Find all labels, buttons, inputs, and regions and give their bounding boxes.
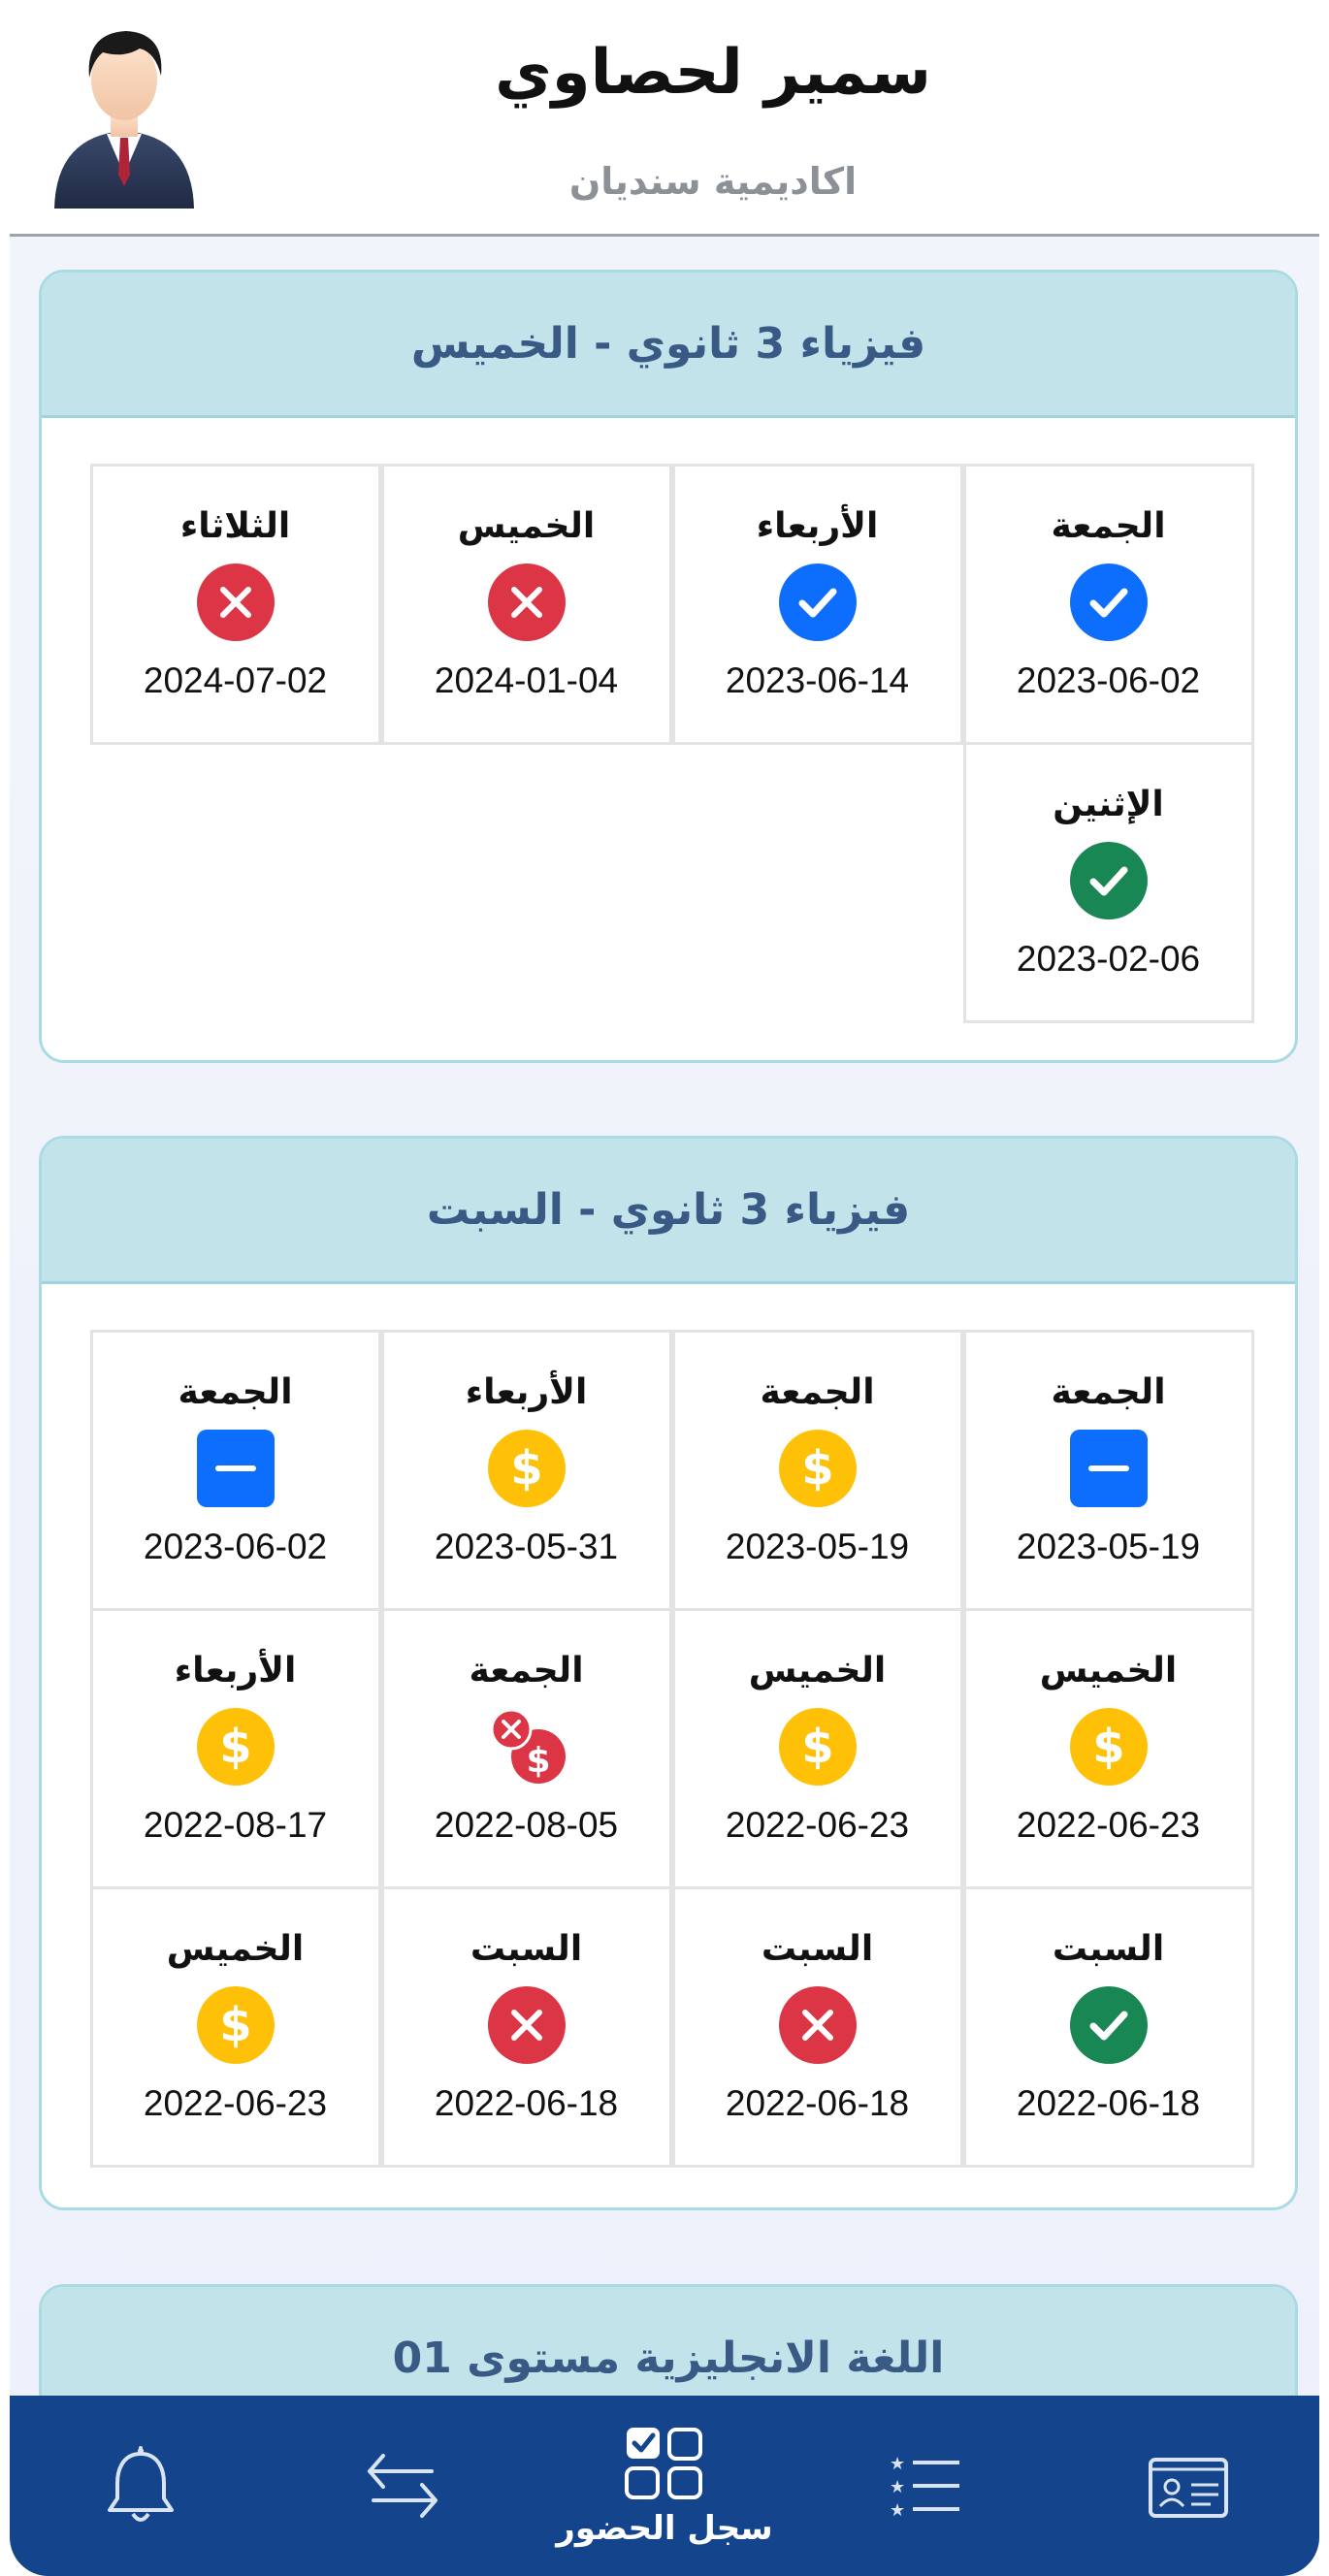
attendance-day: السبت [470,1928,583,1969]
attendance-cell[interactable] [90,1330,381,1611]
attendance-date: 2023-06-02 [1016,660,1201,700]
bottom-nav [10,2396,1319,2576]
attendance-day: الجمعة [469,1650,584,1690]
nav-item-transfer[interactable] [272,2396,534,2576]
nav-item-attendance[interactable] [534,2396,795,2576]
attendance-date: 2023-06-02 [143,1526,328,1566]
user-avatar-icon[interactable] [47,19,202,213]
attendance-date: 2023-05-19 [1016,1526,1201,1566]
attendance-day: الأربعاء [756,505,879,546]
course-title: فيزياء 3 ثانوي - السبت [426,1185,911,1235]
attendance-cell[interactable] [90,1886,381,2168]
check-circle-icon [1068,1984,1150,2066]
check-circle-icon [1068,562,1150,643]
attendance-cell[interactable] [672,1330,963,1611]
course-title: اللغة الانجليزية مستوى 01 [392,2334,945,2383]
attendance-cell[interactable] [381,1608,672,1889]
course-title: فيزياء 3 ثانوي - الخميس [410,319,926,369]
attendance-date: 2023-05-31 [434,1526,619,1566]
svg-text:$: $ [525,1740,551,1781]
x-circle-icon [195,562,276,643]
attendance-day: الخميس [457,505,596,546]
attendance-grid-icon [621,2424,708,2505]
svg-text:$: $ [800,1440,834,1496]
attendance-cell[interactable] [672,464,963,745]
attendance-grid [88,1331,1252,2166]
nav-label-attendance: سجل الحضور [556,2509,773,2548]
attendance-day: الجمعة [1051,1371,1166,1412]
x-circle-icon [486,562,567,643]
user-name: سمير لحصاوي [495,37,931,109]
svg-text:★: ★ [890,2454,906,2474]
dollar-coin-icon [486,1428,567,1509]
attendance-date: 2023-02-06 [1016,938,1201,979]
dollar-coin-icon [1068,1706,1150,1787]
attendance-cell[interactable] [381,464,672,745]
bell-icon [102,2444,179,2528]
attendance-day: الخميس [748,1650,887,1690]
course-card-header[interactable] [42,273,1295,418]
course-card [39,1136,1298,2210]
attendance-day: الإثنين [1053,784,1164,824]
svg-text:★: ★ [890,2500,906,2520]
attendance-grid [88,465,1252,1021]
check-circle-icon [777,562,859,643]
x-circle-icon [777,1984,859,2066]
attendance-day: الجمعة [178,1371,293,1412]
attendance-cell[interactable] [90,464,381,745]
attendance-cell[interactable] [381,1330,672,1611]
nav-item-profile[interactable] [1057,2396,1319,2576]
attendance-date: 2024-07-02 [143,660,328,700]
attendance-day: الثلاثاء [179,505,291,546]
x-circle-icon [486,1984,567,2066]
attendance-cell[interactable] [963,1330,1254,1611]
check-circle-icon [1068,840,1150,921]
star-list-icon [888,2452,965,2520]
svg-text:★: ★ [890,2477,906,2497]
svg-text:$: $ [218,1997,252,2052]
attendance-day: الخميس [166,1928,305,1969]
svg-text:$: $ [218,1719,252,1774]
attendance-cell[interactable] [672,1886,963,2168]
dollar-coin-icon [777,1706,859,1787]
attendance-cell[interactable] [381,1886,672,2168]
dollar-coin-icon [195,1706,276,1787]
unpaid-dollar-icon [486,1706,567,1787]
attendance-date: 2022-06-23 [725,1804,910,1845]
dollar-coin-icon [777,1428,859,1509]
minus-square-icon [1068,1428,1150,1509]
organization-name: اكاديمية سنديان [568,160,858,203]
course-card [39,270,1298,1063]
swap-arrows-icon [364,2444,441,2528]
attendance-date: 2022-06-18 [725,2082,910,2123]
attendance-day: الجمعة [1051,505,1166,546]
attendance-day: السبت [761,1928,874,1969]
attendance-cell[interactable] [963,1608,1254,1889]
minus-square-icon [195,1428,276,1509]
attendance-date: 2022-08-05 [434,1804,619,1845]
course-card-header[interactable] [42,1139,1295,1284]
attendance-cell[interactable] [90,1608,381,1889]
attendance-day: السبت [1052,1928,1165,1969]
nav-item-ratings[interactable] [795,2396,1057,2576]
attendance-day: الأربعاء [174,1650,297,1690]
nav-item-notifications[interactable] [10,2396,272,2576]
svg-text:$: $ [509,1440,543,1496]
attendance-date: 2022-06-23 [1016,1804,1201,1845]
attendance-cell[interactable] [672,1608,963,1889]
dollar-coin-icon [195,1984,276,2066]
attendance-date: 2022-08-17 [143,1804,328,1845]
attendance-cell[interactable] [963,742,1254,1023]
attendance-date: 2022-06-18 [1016,2082,1201,2123]
attendance-day: الجمعة [760,1371,875,1412]
svg-text:$: $ [800,1719,834,1774]
attendance-date: 2022-06-23 [143,2082,328,2123]
svg-text:$: $ [1091,1719,1125,1774]
attendance-cell[interactable] [963,464,1254,745]
app-screen [10,0,1319,2576]
attendance-date: 2023-05-19 [725,1526,910,1566]
id-card-icon [1147,2452,1230,2520]
profile-header [10,0,1319,237]
attendance-day: الأربعاء [465,1371,588,1412]
attendance-date: 2023-06-14 [725,660,910,700]
attendance-date: 2024-01-04 [434,660,619,700]
attendance-cell[interactable] [963,1886,1254,2168]
attendance-day: الخميس [1039,1650,1178,1690]
attendance-date: 2022-06-18 [434,2082,619,2123]
